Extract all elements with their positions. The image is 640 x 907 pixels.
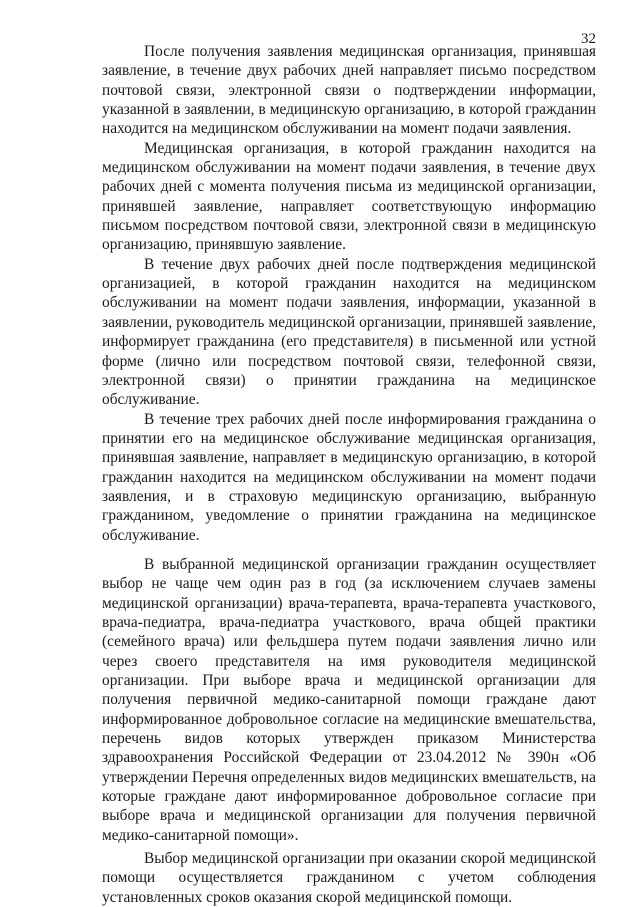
paragraph-1: После получения заявления медицинская организация, принявшая заявление, в течение двух рабочих дней направляет письмо посредством почтовой связи, электронной связи о подтверждении информации, указанной в заявлении, в медицинскую организацию, в которой гражданин находится на медицинском обслуживании на момент подачи заявления. (102, 43, 596, 138)
paragraph-5: В выбранной медицинской организации гражданин осуществляет выбор не чаще чем один раз в год (за исключением случаев замены медицинской организации) врача-терапевта, врача-терапевта участкового, врача-педиатра, врача-педиатра участкового, врача общей практики (семейного врача) или фельдшера путем подачи заявления лично или через своего представителя на имя руководителя медицинской организации. При выборе врача и медицинской организации для получения первичной медико-санитарной помощи граждане дают информированное добровольное согласие на медицинские вмешательства, перечень видов которых утвержден приказом Министерства здравоохранения Российской Федерации от 23.04.2012 № 390н «Об утверждении Перечня определенных видов медицинских вмешательств, на которые граждане дают информированное добровольное согласие при выборе врача и медицинской организации для получения первичной медико-санитарной помощи». (102, 555, 596, 844)
page-number: 32 (581, 31, 596, 47)
paragraph-4: В течение трех рабочих дней после информирования гражданина о принятии его на медицинское обслуживание медицинская организация, принявшая заявление, направляет в медицинскую организацию, в которой гражданин находится на медицинском обслуживании на момент подачи заявления, и в страховую медицинскую организацию, выбранную гражданином, уведомление о принятии гражданина на медицинское обслуживание. (102, 410, 596, 544)
paragraph-3: В течение двух рабочих дней после подтверждения медицинской организацией, в которой гражданин находится на медицинском обслуживании на момент подачи заявления, информации, указанной в заявлении, руководитель медицинской организации, принявшей заявление, информирует гражданина (его представителя) в письменной или устной форме (лично или посредством почтовой связи, телефонной связи, электронной связи) о принятии гражданина на медицинское обслуживание. (102, 255, 596, 409)
document-body (102, 42, 596, 907)
paragraph-6: Выбор медицинской организации при оказании скорой медицинской помощи осуществляется гражданином с учетом соблюдения установленных сроков оказания скорой медицинской помощи. (102, 850, 596, 906)
paragraph-2: Медицинская организация, в которой гражданин находится на медицинском обслуживании на момент подачи заявления, в течение двух рабочих дней с момента получения письма из медицинской организации, принявшей заявление, направляет соответствующую информацию письмом посредством почтовой связи, электронной связи в медицинскую организацию, принявшую заявление. (102, 139, 596, 254)
